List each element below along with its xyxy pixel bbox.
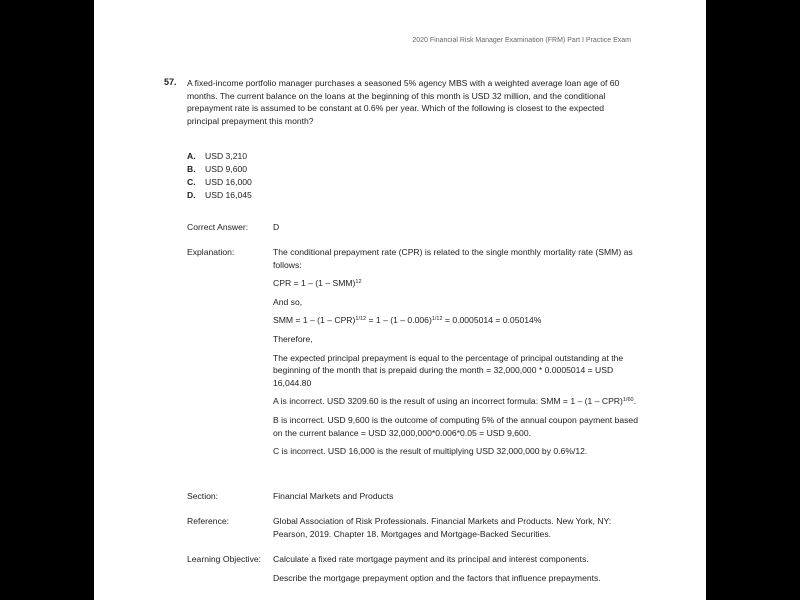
explanation-paragraph: A is incorrect. USD 3209.60 is the result of using an incorrect formula: SMM = 1 – (1 – CPR)$^{1/60}$. <box>273 396 636 407</box>
choice-text: USD 16,000 <box>205 177 252 187</box>
section-label: Section: <box>187 491 219 501</box>
answer-choices <box>187 150 252 202</box>
learning-objective-list <box>273 553 641 590</box>
question-stem: A fixed-income portfolio manager purchases a seasoned 5% agency MBS with a weighted average loan age of 60 months. The current balance on the loans at the beginning of this month is USD 32 million, and the conditional prepayment rate is assumed to be constant at 0.6% per year. Which of the following is closest to the expected principal prepayment this month? <box>187 78 620 126</box>
explanation-paragraph: B is incorrect. USD 9,600 is the outcome of computing 5% of the annual coupon payment based on the current balance = USD 32,000,000*0.006*0.05 = USD 9,600. <box>273 414 638 438</box>
explanation-paragraph: Therefore, <box>273 333 313 344</box>
explanation-paragraph: The conditional prepayment rate (CPR) is related to the single monthly mortality rate (SMM) as follows: <box>273 247 633 270</box>
explanation-paragraph: The expected principal prepayment is equal to the percentage of principal outstanding at the beginning of the month that is prepaid during the month = 32,000,000 * 0.0005014 = USD 16,044.80 <box>273 352 624 388</box>
reference-label: Reference: <box>187 516 230 526</box>
choice-d <box>187 189 252 202</box>
explanation-body <box>273 246 641 464</box>
choice-letter: A. <box>187 151 196 161</box>
question-number: 57. <box>164 77 177 87</box>
explanation-label: Explanation: <box>187 247 235 257</box>
learning-objective-item: Describe the mortgage prepayment option and the factors that influence prepayments. <box>273 572 601 583</box>
choice-text: USD 16,045 <box>205 190 252 200</box>
reference-value: Global Association of Risk Professionals. Financial Markets and Products. New York, NY: Pearson, 2019. Chapter 18. Mortgages and Mortgage-Backed Securities. <box>273 516 612 539</box>
choice-text: USD 9,600 <box>205 164 248 174</box>
choice-text: USD 3,210 <box>205 151 248 161</box>
formula-cpr: CPR = 1 – (1 – SMM)$^{12}$ <box>273 278 362 289</box>
choice-b <box>187 163 252 176</box>
learning-objective-item: Calculate a fixed rate mortgage payment and its principal and interest components. <box>273 554 589 564</box>
formula-smm: SMM = 1 – (1 – CPR)$^{1/12}$ = 1 – (1 – 0.006)$^{1/12}$ = 0.0005014 = 0.05014% <box>273 315 542 326</box>
explanation-paragraph: C is incorrect. USD 16,000 is the result of multiplying USD 32,000,000 by 0.6%/12. <box>273 446 588 457</box>
choice-letter: D. <box>187 190 196 200</box>
choice-a <box>187 150 252 163</box>
explanation-paragraph: And so, <box>273 296 303 307</box>
choice-letter: B. <box>187 164 196 174</box>
choice-letter: C. <box>187 177 196 187</box>
document-page <box>94 0 706 600</box>
section-value: Financial Markets and Products <box>273 491 394 501</box>
correct-answer-label: Correct Answer: <box>187 222 249 232</box>
page-header: 2020 Financial Risk Manager Examination (FRM) Part I Practice Exam <box>412 37 631 44</box>
choice-c <box>187 176 252 189</box>
learning-objective-label: Learning Objective: <box>187 554 262 564</box>
correct-answer-value: D <box>273 222 280 232</box>
